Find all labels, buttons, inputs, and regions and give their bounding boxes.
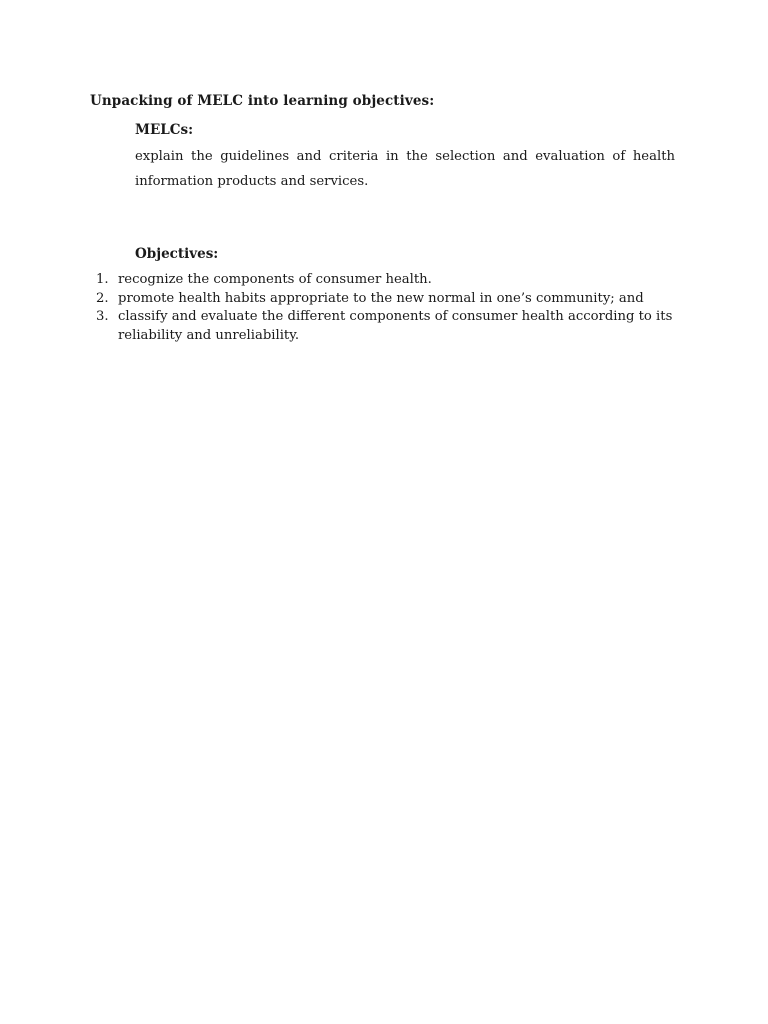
objective-text: promote health habits appropriate to the new normal in one’s community; and [118, 290, 644, 306]
objectives-heading: Objectives: [135, 246, 219, 262]
objective-item [96, 290, 681, 309]
objective-number: 2. [96, 290, 109, 306]
objective-text: classify and evaluate the different components of consumer health according to its reliability and unreliability. [118, 309, 673, 343]
melcs-text: explain the guidelines and criteria in the selection and evaluation of health information products and services. [135, 149, 675, 189]
section-title: Unpacking of MELC into learning objectives: [90, 93, 435, 109]
objective-number: 1. [96, 272, 109, 287]
objective-number: 3. [96, 309, 109, 324]
objective-item [96, 271, 681, 290]
objectives-list [96, 271, 681, 345]
objective-item [96, 308, 681, 345]
objective-text: recognize the components of consumer health. [118, 272, 432, 287]
melcs-heading: MELCs: [135, 122, 194, 138]
